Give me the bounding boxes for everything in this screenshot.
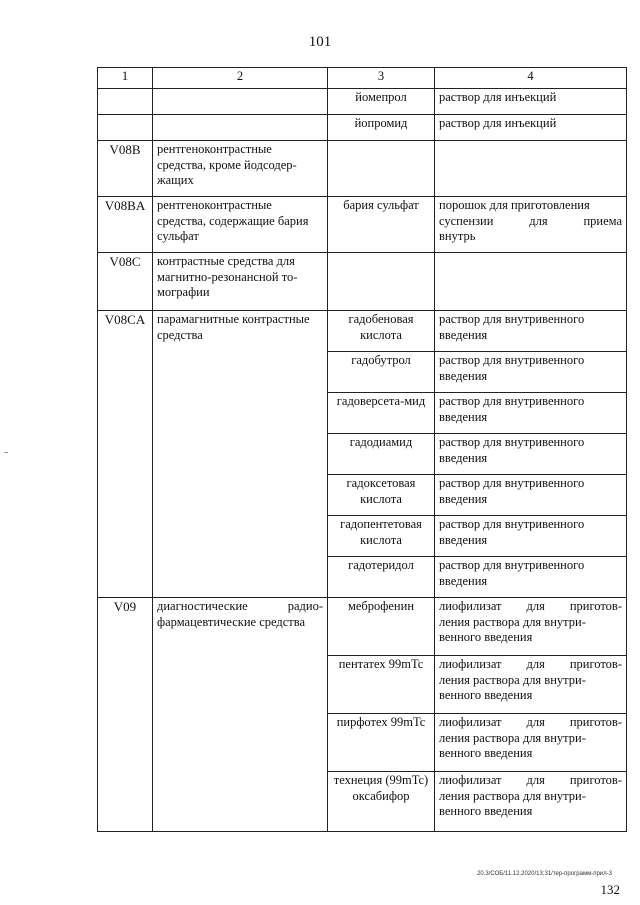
form-cell: раствор для внутривенного введения: [435, 434, 627, 475]
table-row: [98, 197, 627, 253]
drug-cell: гадопентетовая кислота: [328, 516, 435, 557]
code-cell: V09: [98, 598, 153, 832]
header-row: [98, 68, 627, 89]
form-line: ления раствора для внутри-венного введения: [439, 730, 586, 761]
form-line-justified: лиофилизат для приготов-: [439, 657, 622, 671]
form-cell: раствор для внутривенного введения: [435, 557, 627, 598]
code-cell: V08B: [98, 141, 153, 197]
code-cell: V08BA: [98, 197, 153, 253]
table-row: [98, 89, 627, 115]
code-cell: V08C: [98, 253, 153, 311]
form-line: внутрь: [439, 229, 476, 244]
code-cell: [98, 115, 153, 141]
form-line: ления раствора для внутри-венного введения: [439, 614, 586, 645]
name-cell: [153, 115, 328, 141]
header-col-1: 1: [98, 68, 153, 89]
page-number: 101: [308, 34, 332, 50]
name-cell: рентгеноконтрастные средства, кроме йодсодер-жащих: [153, 141, 328, 197]
drug-cell: йомепрол: [328, 89, 435, 115]
header-col-2: 2: [153, 68, 328, 89]
drug-cell: гадобутрол: [328, 352, 435, 393]
form-line: ления раствора для внутри-венного введения: [439, 672, 586, 703]
drug-cell: бария сульфат: [328, 197, 435, 253]
drug-cell: гадоверсета-мид: [328, 393, 435, 434]
form-cell: раствор для внутривенного введения: [435, 516, 627, 557]
name-cell: парамагнитные контрастные средства: [153, 311, 328, 598]
table-row: [98, 598, 627, 656]
table-row: [98, 253, 627, 311]
drug-cell: гадотеридол: [328, 557, 435, 598]
header-col-4: 4: [435, 68, 627, 89]
form-cell: [435, 253, 627, 311]
form-cell: [435, 714, 627, 772]
form-cell: [435, 141, 627, 197]
drug-cell: меброфенин: [328, 598, 435, 656]
footer-page-number: 132: [600, 882, 620, 897]
name-line: фармацевтические средства: [157, 614, 306, 629]
form-cell: раствор для внутривенного введения: [435, 393, 627, 434]
drug-cell: пентатех 99mTc: [328, 656, 435, 714]
form-line: ления раствора для внутри-венного введения: [439, 788, 586, 819]
form-line: порошок для приготовления: [439, 198, 590, 212]
form-cell: раствор для внутривенного введения: [435, 352, 627, 393]
drug-cell: [328, 253, 435, 311]
form-cell: [435, 598, 627, 656]
drug-cell: йопромид: [328, 115, 435, 141]
name-cell: [153, 598, 328, 832]
form-line-justified: лиофилизат для приготов-: [439, 773, 622, 787]
scan-edge-mark: [4, 452, 8, 453]
drug-cell: гадобеновая кислота: [328, 311, 435, 352]
drug-cell: [328, 141, 435, 197]
form-cell: [435, 197, 627, 253]
form-cell: раствор для инъекций: [435, 89, 627, 115]
form-line-justified: суспензии для приема: [439, 213, 622, 228]
code-cell: V08CA: [98, 311, 153, 598]
form-line-justified: лиофилизат для приготов-: [439, 715, 622, 729]
form-line-justified: лиофилизат для приготов-: [439, 599, 622, 613]
drug-cell: гадоксетовая кислота: [328, 475, 435, 516]
name-cell: контрастные средства для магнитно-резонансной то-мографии: [153, 253, 328, 311]
name-cell: рентгеноконтрастные средства, содержащие бария сульфат: [153, 197, 328, 253]
document-reference: 20.3/СОБ/11.12.2020/13;31/тер-программ-прил-3: [477, 871, 612, 877]
drug-cell: технеция (99mTc) оксабифор: [328, 772, 435, 832]
table-row: [98, 311, 627, 352]
drug-cell: пирфотех 99mTc: [328, 714, 435, 772]
form-cell: раствор для внутривенного введения: [435, 311, 627, 352]
drug-cell: гадодиамид: [328, 434, 435, 475]
table-row: [98, 115, 627, 141]
form-cell: [435, 772, 627, 832]
table-row: [98, 141, 627, 197]
code-cell: [98, 89, 153, 115]
form-cell: раствор для инъекций: [435, 115, 627, 141]
medicines-table: [97, 67, 627, 832]
form-cell: раствор для внутривенного введения: [435, 475, 627, 516]
name-line-justified: диагностические радио-: [157, 599, 323, 613]
name-cell: [153, 89, 328, 115]
header-col-3: 3: [328, 68, 435, 89]
form-cell: [435, 656, 627, 714]
